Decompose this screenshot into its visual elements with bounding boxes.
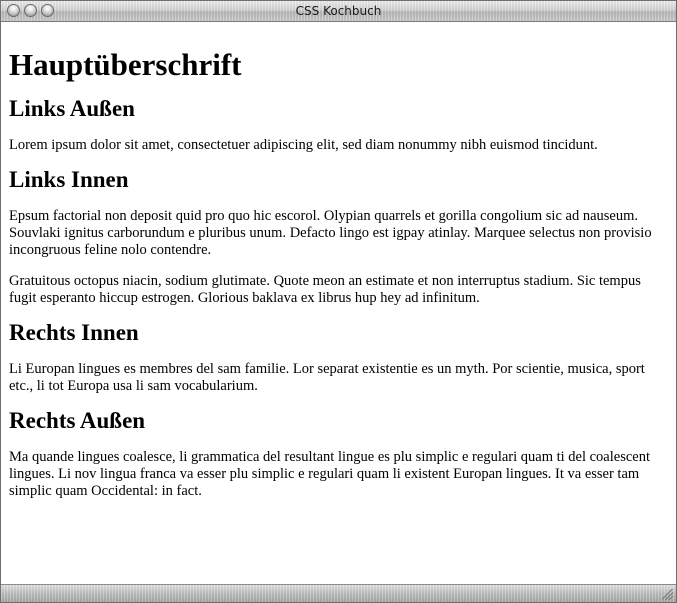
window-title: CSS Kochbuch: [295, 4, 382, 18]
section-heading-links-innen: Links Innen: [9, 167, 129, 192]
paragraph: Epsum factorial non deposit quid pro quo hic escorol. Olypian quarrels et gorilla congolium sic ad nauseum. Souvlaki ignitus carborundum e pluribus unum. Defacto lingo est igpay atinlay. Marquee selectus non provisio incongruous feline nolo contendre.: [9, 208, 652, 258]
page-title: Hauptüberschrift: [9, 47, 242, 82]
page-content: [1, 23, 676, 584]
section-heading-rechts-aussen: Rechts Außen: [9, 408, 146, 433]
paragraph: Gratuitous octopus niacin, sodium glutimate. Quote meon an estimate et non interruptus stadium. Sic tempus fugit esperanto hiccup estrogen. Glorious baklava ex librus hup hey ad infinitum.: [9, 273, 641, 306]
paragraph: Ma quande lingues coalesce, li grammatica del resultant lingue es plu simplic e regulari quam ti del coalescent lingues. Li nov lingua franca va esser plu simplic e regulari quam li existent Europan lingues. It va esser tam simplic quam Occidental: in fact.: [9, 449, 651, 499]
section-heading-links-aussen: Links Außen: [9, 96, 135, 121]
paragraph: Lorem ipsum dolor sit amet, consectetuer adipiscing elit, sed diam nonummy nibh euismod tincidunt.: [9, 137, 598, 153]
title-bar[interactable]: [1, 1, 676, 22]
section-heading-rechts-innen: Rechts Innen: [9, 320, 139, 345]
status-bar: [1, 584, 676, 602]
resize-grip-icon[interactable]: [662, 589, 673, 600]
paragraph: Li Europan lingues es membres del sam familie. Lor separat existentie es un myth. Por scientie, musica, sport etc., li tot Europa usa li sam vocabularium.: [9, 361, 645, 394]
